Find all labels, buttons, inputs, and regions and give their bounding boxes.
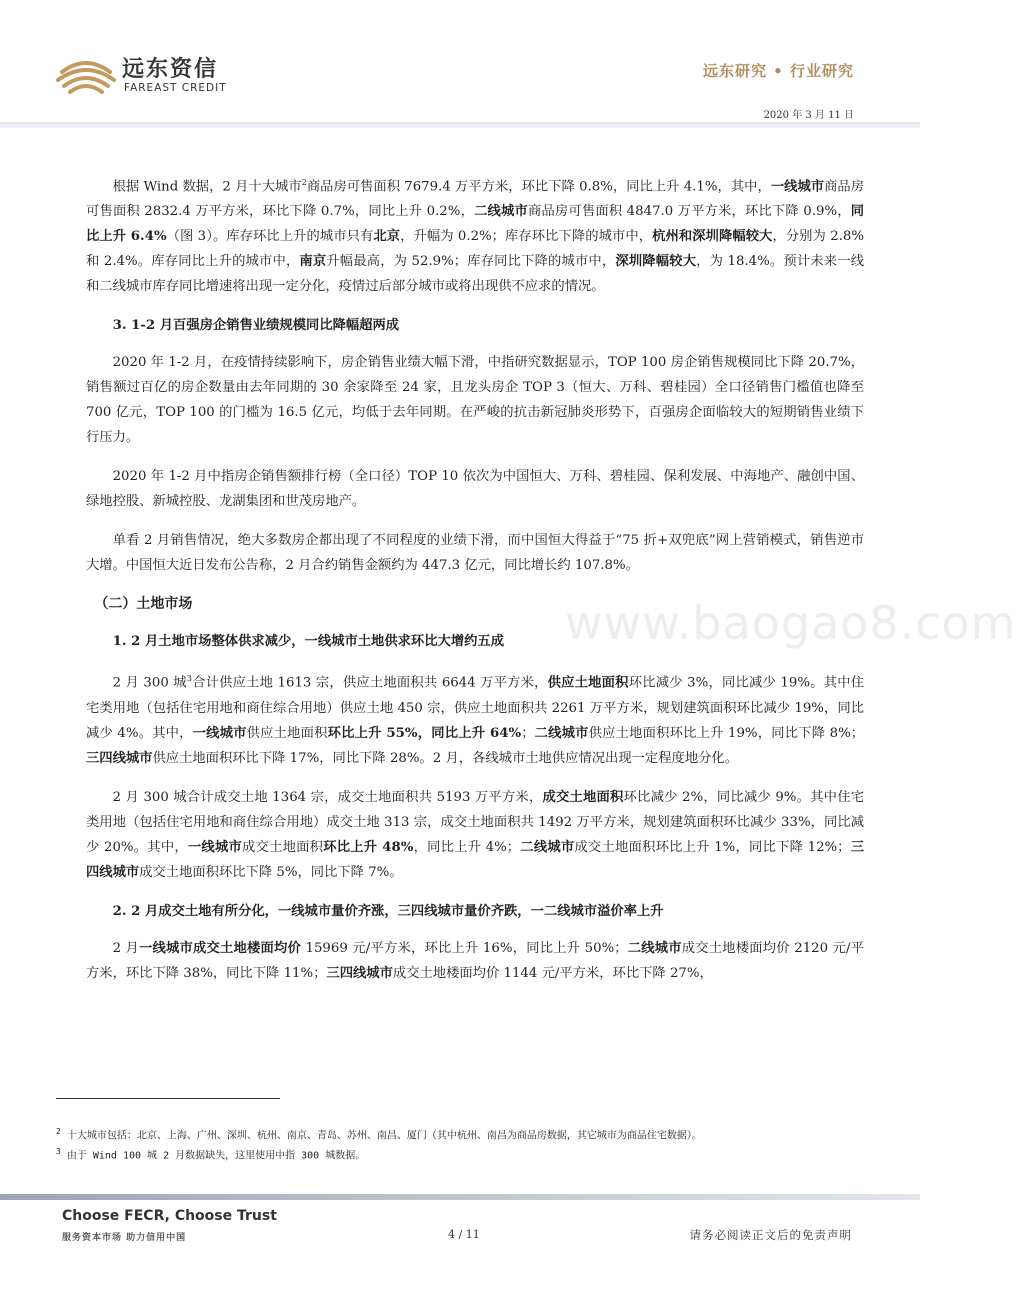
text: ； — [521, 725, 535, 741]
footnote-mark: 3 — [56, 1147, 61, 1157]
footnote-2 — [56, 1124, 868, 1144]
paragraph-land-supply — [86, 666, 864, 770]
page-number: 4 / 11 — [448, 1228, 480, 1241]
bold-text: 供应土地面积 — [547, 675, 629, 691]
text: （图 3）。库存环比上升的城市只有 — [166, 229, 374, 245]
header-divider — [0, 122, 920, 128]
subsection-heading-supply: 1. 2 月土地市场整体供求减少，一线城市土地供求环比大增约五成 — [112, 634, 505, 650]
text: 环比减少 2%，同比减少 9%。其中住宅类用地（包括住宅用地和商住综合用地）成交土地 313 宗，成交土地面积共 1492 万平方米，规划建筑面积环比减少 33%，同比减少 20%。其中， — [86, 789, 864, 855]
paragraph-top10-ranking: 2020 年 1-2 月中指房企销售额排行榜（全口径）TOP 10 依次为中国恒大、万科、碧桂园、保利发展、中海地产、融创中国、绿地控股、新城控股、龙湖集团和世茂房地产。 — [86, 469, 864, 510]
report-series-title: 远东研究 • 行业研究 — [702, 62, 854, 80]
text: 供应土地面积 — [246, 725, 328, 741]
text: 成交土地面积 — [242, 839, 324, 855]
logo-chinese-name: 远东资信 — [122, 57, 219, 82]
footnotes — [56, 1124, 868, 1165]
paragraph-land-prices — [86, 936, 864, 986]
subsection-heading-prices: 2. 2 月成交土地有所分化，一线城市量价齐涨，三四线城市量价齐跌，一二线城市溢价率上升 — [112, 903, 664, 919]
paragraph-inventory — [86, 170, 864, 299]
footnote-3 — [56, 1144, 868, 1164]
text: 2 月 300 城合计成交土地 1364 宗，成交土地面积共 5193 万平方米， — [112, 789, 543, 805]
bold-text: 一线城市 — [770, 179, 825, 195]
logo-mark-icon — [56, 50, 116, 100]
text: 供应土地面积环比下降 17%，同比下降 28%。2 月，各线城市土地供应情况出现一定程度地分化。 — [152, 750, 739, 766]
text: 供应土地面积环比上升 19%，同比下降 8%； — [588, 725, 865, 741]
bold-text: 一线城市 — [192, 725, 247, 741]
bold-text: 二线城市 — [474, 204, 528, 220]
text: ，分别为 2.8%和 2.4%。库存同比上升的城市中， — [86, 229, 864, 270]
footnote-ref: 2 — [301, 178, 307, 187]
footer-divider — [0, 1194, 920, 1200]
paragraph-land-transactions — [86, 785, 864, 885]
bold-text: 二线城市 — [534, 725, 589, 741]
footer-slogan-subtitle: 服务资本市场 助力信用中国 — [62, 1233, 187, 1243]
text: 成交土地楼面均价 1144 元/平方米，环比下降 27%， — [392, 965, 713, 981]
text: 根据 Wind 数据，2 月十大城市 — [112, 179, 302, 195]
text: 成交土地面积环比下降 5%，同比下降 7%。 — [139, 864, 403, 880]
main-content — [86, 170, 864, 1000]
bold-text: 环比上升 48% — [323, 839, 414, 855]
bold-text: 同比上升 6.4% — [86, 204, 865, 245]
text: 15969 元/平方米，环比上升 16%，同比上升 50%； — [301, 940, 628, 956]
bold-text: 南京 — [299, 254, 327, 270]
text: 成交土地楼面均价 2120 元/平方米，环比下降 38%，同比下降 11%； — [86, 940, 865, 981]
text: 商品房可售面积 4847.0 万平方米，环比下降 0.9%， — [527, 204, 851, 220]
section-heading-top100: 3. 1-2 月百强房企销售业绩规模同比降幅超两成 — [112, 318, 400, 334]
logo-english-name: FAREAST CREDIT — [124, 82, 227, 94]
text: ，同比上升 4%； — [413, 839, 521, 855]
text: 成交土地面积环比上升 1%，同比下降 12%； — [574, 839, 851, 855]
bold-text: 二线城市 — [520, 839, 575, 855]
bold-text: 成交土地面积 — [542, 789, 624, 805]
bold-text: 北京 — [373, 229, 401, 245]
text: 合计供应土地 1613 宗，供应土地面积共 6644 万平方米， — [191, 675, 548, 691]
bold-text: 一线城市 — [187, 839, 243, 855]
footnote-ref: 3 — [186, 674, 192, 684]
report-date: 2020 年 3 月 11 日 — [763, 110, 854, 121]
footnote-text: 十大城市包括：北京、上海、广州、深圳、杭州、南京、青岛、苏州、南昌、厦门（其中杭州、南昌为商品房数据，其它城市为商品住宅数据）。 — [60, 1130, 702, 1142]
footnote-divider — [56, 1098, 280, 1099]
bold-text: 二线城市 — [627, 940, 682, 956]
text: ，为 18.4%。预计未来一线和二线城市库存同比增速将出现一定分化，疫情过后部分城市或将出现供不应求的情况。 — [86, 254, 865, 295]
bold-text: 杭州和深圳降幅较大 — [652, 229, 773, 245]
text: 升幅最高，为 52.9%；库存同比下降的城市中， — [326, 254, 616, 270]
footer-slogan: Choose FECR, Choose Trust — [62, 1208, 277, 1224]
text: ，升幅为 0.2%；库存环比下降的城市中， — [400, 229, 653, 245]
paragraph-top100-sales: 2020 年 1-2 月，在疫情持续影响下，房企销售业绩大幅下滑，中指研究数据显示，TOP 100 房企销售规模同比下降 20.7%，销售额过百亿的房企数量由去年同期的 30 余家降至 24 家，且龙头房企 TOP 3（恒大、万科、碧桂园）全口径销售门槛值也降至 700 亿元，TOP 100 的门槛为 16.5 亿元，均低于去年同期。在严峻的抗击新冠肺炎形势下，百强房企面临较大的短期销售业绩下行压力。 — [86, 355, 864, 446]
bold-text: 三四线城市 — [326, 965, 393, 981]
text: 2 月 300 城 — [112, 675, 187, 691]
section-heading-land-market: （二）土地市场 — [94, 596, 193, 613]
text: 环比减少 3%，同比减少 19%。其中住宅类用地（包括住宅用地和商住综合用地）供应土地 450 宗，供应土地面积共 2261 万平方米，规划建筑面积环比减少 19%，同比减少 4%。其中， — [86, 675, 865, 741]
footer-disclaimer: 请务必阅读正文后的免责声明 — [689, 1228, 852, 1242]
text: 2 月 — [112, 940, 139, 956]
text: 商品房可售面积 7679.4 万平方米，环比下降 0.8%，同比上升 4.1%，其中， — [306, 179, 771, 195]
bold-text: 深圳降幅较大 — [615, 254, 697, 270]
bold-text: 一线城市成交土地楼面均价 — [139, 940, 302, 956]
watermark: www.baogao8.com — [565, 596, 1016, 650]
company-logo — [56, 50, 236, 104]
bold-text: 三四线城市 — [86, 839, 865, 880]
bold-text: 三四线城市 — [86, 750, 153, 766]
footnote-mark: 2 — [56, 1127, 61, 1136]
footnote-text: 由于 Wind 100 城 2 月数据缺失，这里使用中指 300 城数据。 — [60, 1150, 366, 1162]
text: 商品房可售面积 2832.4 万平方米，环比下降 0.7%，同比上升 0.2%， — [86, 179, 865, 220]
paragraph-evergrande: 单看 2 月销售情况，绝大多数房企都出现了不同程度的业绩下滑，而中国恒大得益于“75 折+双兜底”网上营销模式，销售逆市大增。中国恒大近日发布公告称，2 月合约销售金额约为 447.3 亿元，同比增长约 107.8%。 — [86, 533, 864, 574]
page-header — [0, 0, 920, 132]
bold-text: 环比上升 55%，同比上升 64% — [327, 725, 522, 741]
